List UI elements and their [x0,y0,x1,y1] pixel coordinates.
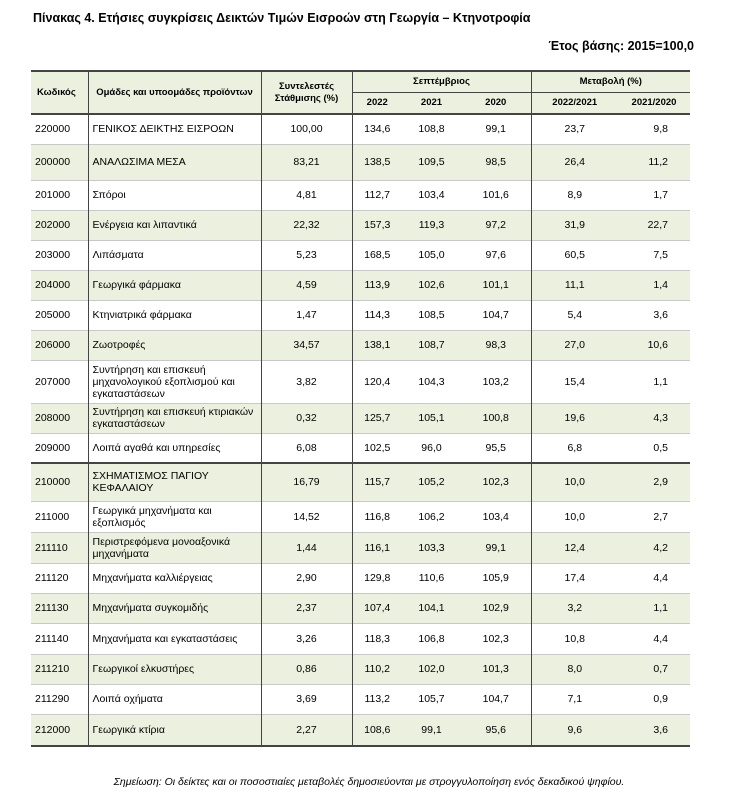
row-change-2022-2021: 10,0 [531,501,618,532]
row-value-2021: 106,2 [418,510,445,523]
row-value-2022: 113,2 [352,684,402,714]
row-change-2022-2021: 10,0 [531,463,618,501]
table-row [31,403,690,433]
row-change-2021-2020: 1,1 [618,593,690,623]
row-change-2021-2020: 10,6 [618,330,690,360]
row-weight: 4,59 [261,270,352,300]
row-weight: 14,52 [261,501,352,532]
row-code: 211110 [31,532,88,563]
row-code: 200000 [31,144,88,180]
row-value-2020: 101,1 [461,270,531,300]
row-weight: 1,44 [261,532,352,563]
row-value-2021: 119,3 [402,210,461,240]
row-change-2021-2020: 2,9 [618,463,690,501]
table-row [31,714,690,746]
price-index-table [31,70,690,747]
footnote: Σημείωση: Οι δείκτες και οι ποσοστιαίες μεταβολές δημοσιεύονται με στρογγυλοποίηση ενός δεκαδικού ψηφίου. [113,776,625,788]
row-value-2021: 96,0 [421,441,442,454]
row-code: 202000 [31,210,88,240]
row-change-2022-2021: 3,2 [531,593,618,623]
row-value-2021: 110,6 [418,572,445,584]
row-code: 212000 [31,714,88,746]
row-group-name: Γεωργικά φάρμακα [88,270,261,300]
row-code: 211120 [35,572,69,584]
row-group-name: Μηχανήματα καλλιέργειας [88,563,261,593]
row-change-2022-2021: 17,4 [531,563,618,593]
row-value-2021: 99,1 [402,714,461,746]
row-weight: 3,69 [261,684,352,714]
table-row [31,433,690,463]
row-group-name: Κτηνιατρικά φάρμακα [88,300,261,330]
row-code: 211210 [31,654,88,684]
row-change-2021-2020: 4,4 [653,572,668,584]
row-value-2022: 113,9 [352,270,402,300]
row-group-name: Συντήρηση και επισκευή κτιριακών εγκαταστάσεων [88,403,261,433]
row-value-2021: 108,8 [418,123,445,136]
row-value-2022: 125,7 [352,403,402,433]
table-row [31,270,690,300]
row-value-2020: 101,3 [461,654,531,684]
table-row [31,654,690,684]
row-value-2020: 100,8 [461,403,531,433]
row-group-name: Περιστρεφόμενα μονοαξονικά μηχανήματα [88,532,261,563]
row-group-name: Μηχανήματα συγκομιδής [88,593,261,623]
row-code: 220000 [35,123,71,136]
row-weight: 1,47 [261,300,352,330]
row-code: 206000 [31,330,88,360]
row-group-name: Γεωργικοί ελκυστήρες [88,654,261,684]
row-group-name: Λοιπά οχήματα [88,684,261,714]
row-change-2021-2020: 1,1 [653,375,668,388]
row-value-2022: 108,6 [352,714,402,746]
row-code: 205000 [35,309,71,321]
row-value-2020: 95,5 [485,441,506,454]
row-weight: 100,00 [261,114,352,144]
row-weight: 22,32 [261,210,352,240]
row-value-2020: 102,3 [461,463,531,501]
row-weight: 2,27 [261,714,352,746]
row-change-2021-2020: 1,7 [653,189,668,201]
row-change-2021-2020: 0,7 [618,654,690,684]
row-weight: 2,37 [261,593,352,623]
header-group: Ομάδες και υποομάδες προϊόντων [88,71,261,114]
row-change-2022-2021: 31,9 [531,210,618,240]
row-value-2022: 115,7 [352,463,402,501]
table-row [31,330,690,360]
row-weight: 0,86 [261,654,352,684]
row-value-2022: 116,1 [352,532,402,563]
table-row [31,180,690,210]
row-value-2022: 120,4 [352,360,402,403]
header-month: Σεπτέμβριος [352,71,531,92]
row-change-2022-2021: 23,7 [531,114,618,144]
row-change-2021-2020: 9,8 [653,123,668,136]
row-group-name: Ζωοτροφές [88,330,261,360]
row-weight: 4,81 [261,180,352,210]
row-weight: 83,21 [261,144,352,180]
row-value-2021: 104,3 [418,375,445,388]
row-weight: 5,23 [261,240,352,270]
row-value-2022: 138,1 [352,330,402,360]
row-value-2022: 114,3 [352,300,402,330]
row-code: 211000 [35,510,70,523]
row-value-2020: 97,2 [461,210,531,240]
row-value-2020: 101,6 [482,189,509,201]
row-value-2020: 104,7 [482,309,509,321]
row-value-2020: 99,1 [461,532,531,563]
row-value-2020: 98,3 [461,330,531,360]
row-code: 203000 [35,249,71,261]
row-change-2022-2021: 6,8 [531,433,618,463]
row-change-2022-2021: 19,6 [531,403,618,433]
row-change-2022-2021: 11,1 [531,270,618,300]
header-year-2022: 2022 [352,92,402,114]
table-row [31,240,690,270]
table-row [31,300,690,330]
row-value-2021: 102,6 [402,270,461,300]
row-value-2021: 102,0 [402,654,461,684]
row-code: 207000 [35,375,71,388]
row-value-2022: 134,6 [352,114,402,144]
row-change-2022-2021: 26,4 [531,144,618,180]
header-change: Μεταβολή (%) [531,71,690,92]
row-value-2022: 107,4 [352,593,402,623]
header-change-2022-2021: 2022/2021 [531,92,618,114]
header-year-2020: 2020 [461,92,531,114]
row-value-2021: 106,8 [418,632,445,645]
row-value-2022: 116,8 [352,501,402,532]
row-change-2021-2020: 7,5 [653,249,668,261]
row-value-2022: 102,5 [352,433,402,463]
row-value-2021: 104,1 [402,593,461,623]
row-value-2022: 157,3 [352,210,402,240]
row-group-name: Γεωργικά μηχανήματα και εξοπλισμός [88,501,261,532]
row-value-2020: 105,9 [482,572,509,584]
table-row [31,532,690,563]
table-row [31,593,690,623]
row-weight: 0,32 [261,403,352,433]
row-change-2022-2021: 15,4 [531,360,618,403]
row-group-name: ΣΧΗΜΑΤΙΣΜΟΣ ΠΑΓΙΟΥ ΚΕΦΑΛΑΙΟΥ [88,463,261,501]
row-change-2021-2020: 4,4 [653,632,668,645]
row-value-2020: 102,9 [461,593,531,623]
row-change-2021-2020: 11,2 [618,144,690,180]
row-change-2021-2020: 2,7 [653,510,668,523]
row-group-name: Γεωργικά κτίρια [88,714,261,746]
row-group-name: Λοιπά αγαθά και υπηρεσίες [88,433,261,463]
row-change-2022-2021: 12,4 [531,532,618,563]
row-value-2020: 103,4 [482,510,509,523]
header-weight: Συντελεστές Στάθμισης (%) [261,71,352,114]
row-weight: 16,79 [261,463,352,501]
base-year-label: Έτος βάσης: 2015=100,0 [548,39,694,53]
row-value-2020: 95,6 [461,714,531,746]
row-code: 208000 [31,403,88,433]
header-year-2021: 2021 [402,92,461,114]
row-weight: 6,08 [261,433,352,463]
row-change-2022-2021: 7,1 [531,684,618,714]
row-weight: 3,82 [261,360,352,403]
header-code: Κωδικός [31,71,88,114]
row-code: 201000 [35,189,71,201]
table-row [31,623,690,654]
row-change-2022-2021: 10,8 [531,623,618,654]
row-change-2021-2020: 0,9 [653,693,668,705]
row-change-2021-2020: 0,5 [653,441,668,454]
row-code: 211130 [31,593,88,623]
row-weight: 34,57 [261,330,352,360]
row-group-name: Λιπάσματα [88,240,261,270]
row-value-2021: 105,2 [402,463,461,501]
row-value-2021: 103,4 [418,189,445,201]
row-group-name: Συντήρηση και επισκευή μηχανολογικού εξοπλισμού και εγκαταστάσεων [88,360,261,403]
row-value-2021: 103,3 [402,532,461,563]
table-row [31,563,690,593]
row-change-2021-2020: 3,6 [618,714,690,746]
row-change-2022-2021: 8,0 [531,654,618,684]
row-change-2021-2020: 3,6 [653,309,668,321]
row-value-2021: 109,5 [402,144,461,180]
row-value-2022: 112,7 [352,180,402,210]
row-change-2021-2020: 4,2 [618,532,690,563]
table-title: Πίνακας 4. Ετήσιες συγκρίσεις Δεικτών Τιμών Εισροών στη Γεωργία – Κτηνοτροφία [33,11,531,25]
row-group-name: Σπόροι [88,180,261,210]
table-row [31,463,690,501]
row-change-2022-2021: 60,5 [531,240,618,270]
row-code: 211290 [35,693,70,705]
table-body [31,114,690,746]
row-change-2021-2020: 22,7 [618,210,690,240]
header-change-2021-2020: 2021/2020 [618,92,690,114]
row-value-2020: 102,3 [482,632,509,645]
table-row [31,360,690,403]
row-code: 209000 [35,441,71,454]
row-value-2020: 99,1 [485,123,506,136]
row-value-2020: 97,6 [485,249,506,261]
row-value-2022: 110,2 [352,654,402,684]
table-row [31,684,690,714]
row-value-2021: 108,5 [418,309,445,321]
row-change-2021-2020: 1,4 [618,270,690,300]
row-group-name: ΑΝΑΛΩΣΙΜΑ ΜΕΣΑ [88,144,261,180]
row-group-name: Ενέργεια και λιπαντικά [88,210,261,240]
row-change-2021-2020: 4,3 [618,403,690,433]
row-value-2022: 138,5 [352,144,402,180]
row-value-2021: 108,7 [402,330,461,360]
row-value-2020: 103,2 [482,375,509,388]
table-row [31,114,690,144]
row-change-2022-2021: 9,6 [531,714,618,746]
table-row [31,210,690,240]
row-change-2022-2021: 8,9 [531,180,618,210]
row-group-name: ΓΕΝΙΚΟΣ ΔΕΙΚΤΗΣ ΕΙΣΡΟΩΝ [88,114,261,144]
row-code: 211140 [35,632,69,645]
row-code: 204000 [31,270,88,300]
row-value-2022: 129,8 [352,563,402,593]
row-value-2022: 168,5 [352,240,402,270]
row-weight: 3,26 [261,623,352,654]
row-code: 210000 [31,463,88,501]
row-value-2022: 118,3 [352,623,402,654]
row-value-2021: 105,7 [418,693,445,705]
row-weight: 2,90 [261,563,352,593]
row-change-2022-2021: 5,4 [531,300,618,330]
table-row [31,144,690,180]
row-value-2021: 105,0 [418,249,445,261]
table-row [31,501,690,532]
row-group-name: Μηχανήματα και εγκαταστάσεις [88,623,261,654]
row-value-2020: 98,5 [461,144,531,180]
row-value-2020: 104,7 [482,693,509,705]
row-change-2022-2021: 27,0 [531,330,618,360]
row-value-2021: 105,1 [402,403,461,433]
